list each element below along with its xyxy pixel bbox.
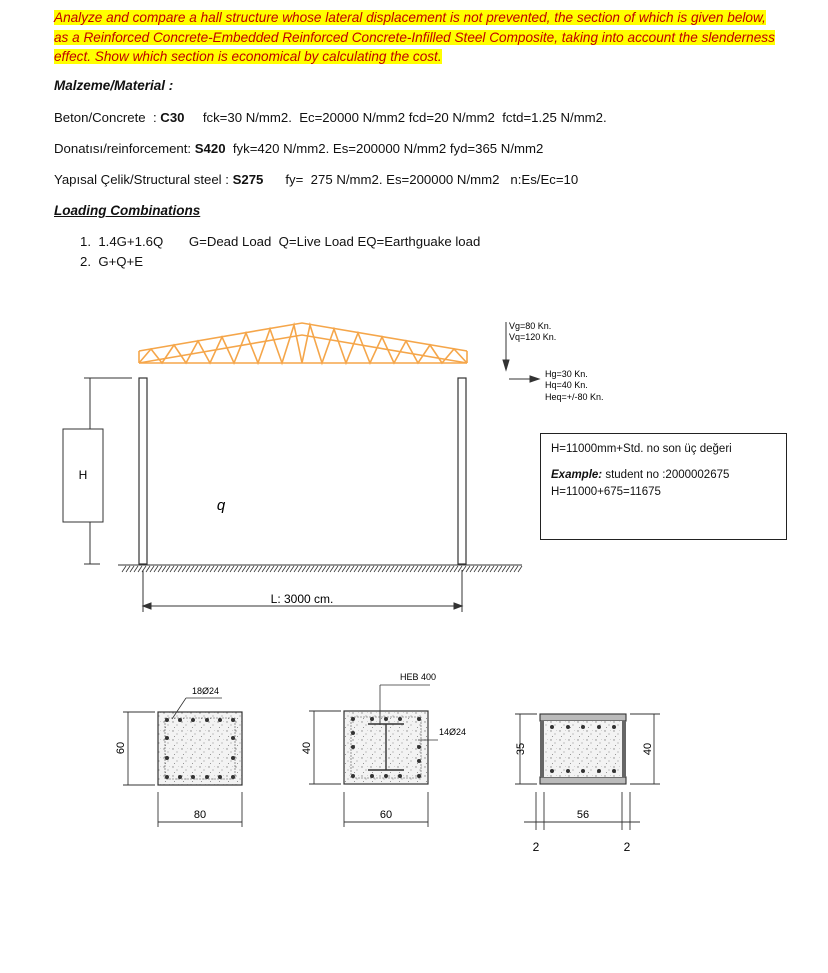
reinforcement-line (54, 141, 543, 156)
materials-heading: Malzeme/Material : (54, 78, 174, 93)
section-2-height: 40 (301, 741, 313, 755)
info-example-label: Example: (551, 469, 603, 481)
horizontal-load-q: Hq=40 Kn. (545, 380, 588, 390)
concrete-grade: C30 (160, 110, 185, 125)
section-2 (309, 685, 438, 827)
loading-item-2 (80, 254, 143, 269)
task-statement (54, 8, 778, 67)
horizontal-load-g: Hg=30 Kn. (545, 369, 588, 379)
loading-item-text: G+Q+E (98, 254, 144, 269)
section-1-width: 80 (193, 809, 207, 821)
info-line-3: H=11000+675=11675 (551, 486, 661, 498)
section-1 (123, 698, 242, 827)
loading-item-1 (80, 234, 480, 249)
span-label: L: 3000 cm. (270, 592, 334, 606)
loading-item-number: 1. (80, 234, 91, 249)
steel-label: Yapısal Çelik/Structural steel : (54, 172, 233, 187)
roof-truss (139, 323, 467, 363)
info-example (551, 467, 776, 484)
concrete-line (54, 110, 607, 125)
horizontal-load-arrow (509, 376, 539, 382)
steel-props: fy= 275 N/mm2. Es=200000 N/mm2 n:Es/Ec=10 (263, 172, 579, 187)
cross-sections (0, 660, 828, 860)
loading-item-number: 2. (80, 254, 91, 269)
section-1-height: 60 (115, 741, 127, 755)
section-1-rebar-label: 18Ø24 (192, 686, 220, 696)
section-3-width: 56 (576, 809, 590, 821)
reinforcement-props: fyk=420 N/mm2. Es=200000 N/mm2 fyd=365 N/mm2 (225, 141, 544, 156)
concrete-props: fck=30 N/mm2. Ec=20000 N/mm2 fcd=20 N/mm2 fctd=1.25 N/mm2. (184, 110, 607, 125)
loading-heading: Loading Combinations (54, 203, 201, 218)
section-3-right-thickness: 2 (623, 840, 631, 854)
height-dimension (63, 378, 132, 564)
loading-item-text: 1.4G+1.6Q G=Dead Load Q=Live Load EQ=Earthguake load (98, 234, 481, 249)
section-3-left-thickness: 2 (532, 840, 540, 854)
section-3-height: 40 (642, 742, 654, 756)
vertical-load-q: Vq=120 Kn. (509, 332, 557, 342)
height-label: H (78, 468, 88, 482)
steel-line (54, 172, 578, 187)
reinforcement-grade: S420 (194, 141, 226, 156)
q-mark: q (216, 497, 226, 514)
columns (139, 378, 466, 564)
vertical-load-g: Vg=80 Kn. (509, 321, 552, 331)
info-example-text: student no :2000002675 (602, 469, 730, 481)
horizontal-load-eq: Heq=+/-80 Kn. (545, 392, 604, 402)
concrete-label: Beton/Concrete : (54, 110, 161, 125)
steel-grade: S275 (232, 172, 264, 187)
section-2-profile-label: HEB 400 (400, 672, 437, 682)
info-box (540, 433, 787, 540)
section-2-rebar-label: 14Ø24 (439, 727, 467, 737)
task-text: Analyze and compare a hall structure whose lateral displacement is not prevented, the section of which is given below, as a Reinforced Concrete-Embedded Reinforced Concrete-Infilled Steel Composite, taking into account the slenderness effect. Show which section is economical by calculating the cost. (54, 10, 775, 64)
reinforcement-label: Donatısı/reinforcement: (54, 141, 195, 156)
info-line-1: H=11000mm+Std. no son üç değeri (551, 443, 732, 455)
section-3-flange-height: 35 (515, 742, 527, 756)
section-2-width: 60 (379, 809, 393, 821)
ground (118, 565, 522, 572)
